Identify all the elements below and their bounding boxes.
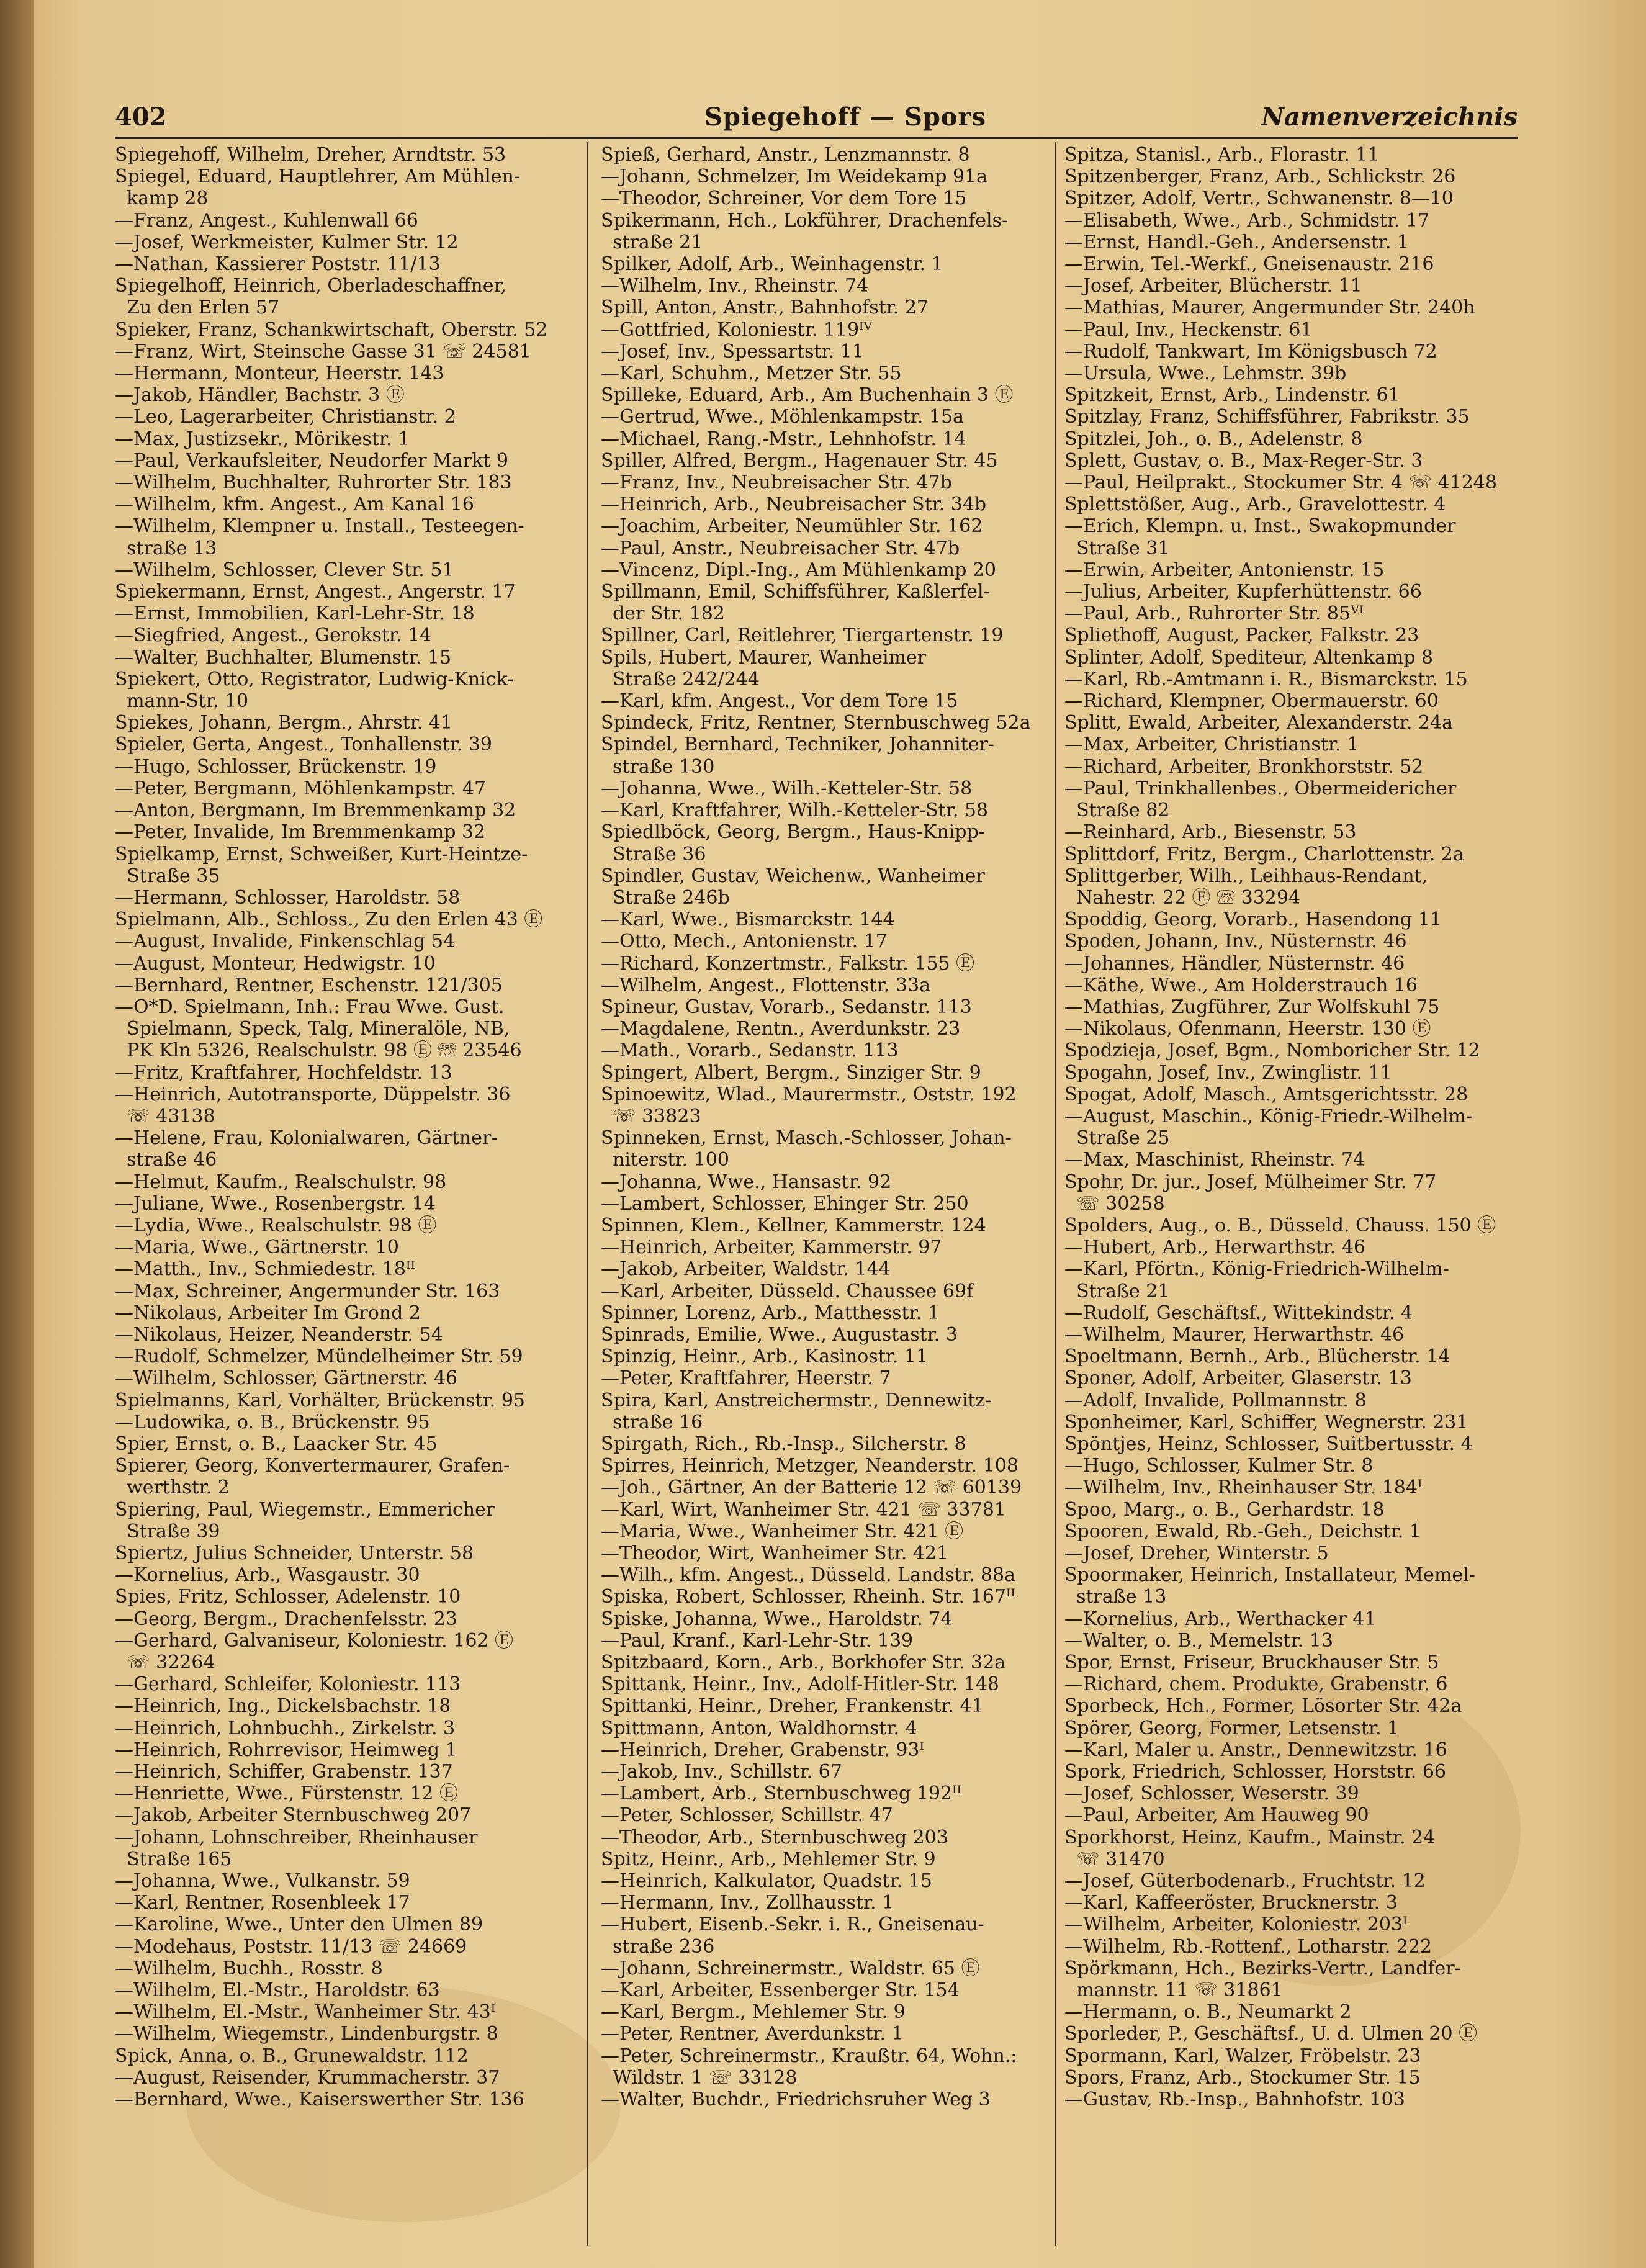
directory-entry-line: Sponer, Adolf, Arbeiter, Glaserstr. 13 <box>1064 1367 1412 1390</box>
directory-entry-line: Spiekermann, Ernst, Angest., Angerstr. 17 <box>115 581 516 603</box>
directory-entry-line: —Wilhelm, Wiegemstr., Lindenburgstr. 8 <box>115 2023 498 2045</box>
directory-entry-line: —Reinhard, Arb., Biesenstr. 53 <box>1064 821 1357 844</box>
directory-entry-line: Spieß, Gerhard, Anstr., Lenzmannstr. 8 <box>601 144 970 166</box>
directory-entry-line: Spor, Ernst, Friseur, Bruckhauser Str. 5 <box>1064 1652 1439 1674</box>
directory-entry-line: —Maria, Wwe., Wanheimer Str. 421 Ⓔ <box>601 1520 964 1542</box>
directory-entry-line: —Theodor, Schreiner, Vor dem Tore 15 <box>601 187 967 210</box>
directory-entry-line: straße 21 <box>601 231 703 253</box>
directory-entry-line: —August, Maschin., König-Friedr.-Wilhelm- <box>1064 1105 1473 1127</box>
directory-entry-line: Spils, Hubert, Maurer, Wanheimer <box>601 646 927 668</box>
directory-entry-line: —Peter, Kraftfahrer, Heerstr. 7 <box>601 1367 891 1390</box>
directory-entry-line: —Paul, Trinkhallenbes., Obermeidericher <box>1064 777 1457 799</box>
directory-entry-line: —Ernst, Handl.-Geh., Andersenstr. 1 <box>1064 231 1409 253</box>
directory-entry-line: —Adolf, Invalide, Pollmannstr. 8 <box>1064 1389 1367 1411</box>
directory-entry-line: —Vincenz, Dipl.-Ing., Am Mühlenkamp 20 <box>601 559 997 581</box>
directory-entry-line: —Josef, Arbeiter, Blücherstr. 11 <box>1064 275 1362 297</box>
directory-entry-line: —Wilhelm, Angest., Flottenstr. 33a <box>601 974 930 996</box>
directory-entry-line: Spiska, Robert, Schlosser, Rheinh. Str. 167ᴵᴵ <box>601 1586 1015 1608</box>
directory-entry-line: Spinner, Lorenz, Arb., Matthesstr. 1 <box>601 1302 940 1324</box>
directory-entry-line: Spogat, Adolf, Masch., Amtsgerichtsstr. 28 <box>1064 1083 1468 1105</box>
directory-entry-line: —Matth., Inv., Schmiedestr. 18ᴵᴵ <box>115 1258 415 1280</box>
directory-entry-line: ☏ 31470 <box>1064 1848 1165 1870</box>
directory-entry-line: —Wilhelm, kfm. Angest., Am Kanal 16 <box>115 493 474 516</box>
directory-entry-line: Spiertz, Julius Schneider, Unterstr. 58 <box>115 1542 474 1564</box>
directory-entry-line: —Hermann, Inv., Zollhausstr. 1 <box>601 1892 894 1914</box>
directory-entry-line: Spittmann, Anton, Waldhornstr. 4 <box>601 1717 917 1739</box>
directory-entry-line: —Helene, Frau, Kolonialwaren, Gärtner- <box>115 1127 498 1150</box>
directory-entry-line: —Siegfried, Angest., Gerokstr. 14 <box>115 624 432 647</box>
directory-entry-line: Straße 36 <box>601 843 706 865</box>
directory-entry-line: —Richard, Klempner, Obermauerstr. 60 <box>1064 690 1439 713</box>
directory-entry-line: —Wilhelm, Maurer, Herwarthstr. 46 <box>1064 1323 1405 1346</box>
directory-entry-line: —Johannes, Händler, Nüsternstr. 46 <box>1064 952 1405 974</box>
directory-entry-line: —Rudolf, Schmelzer, Mündelheimer Str. 59 <box>115 1346 523 1368</box>
directory-entry-line: —Peter, Rentner, Averdunkstr. 1 <box>601 2023 904 2045</box>
directory-entry-line: —Nathan, Kassierer Poststr. 11/13 <box>115 253 441 276</box>
directory-entry-line: Spies, Fritz, Schlosser, Adelenstr. 10 <box>115 1586 461 1608</box>
directory-entry-line: —Heinrich, Arbeiter, Kammerstr. 97 <box>601 1236 942 1259</box>
directory-entry-line: —Franz, Inv., Neubreisacher Str. 47b <box>601 472 952 494</box>
directory-entry-line: der Str. 182 <box>601 603 725 625</box>
directory-entry-line: —Josef, Schlosser, Weserstr. 39 <box>1064 1783 1359 1805</box>
directory-entry-line: Spooren, Ewald, Rb.-Geh., Deichstr. 1 <box>1064 1520 1421 1542</box>
directory-entry-line: —Paul, Arb., Ruhrorter Str. 85ⱽᴵ <box>1064 603 1364 625</box>
directory-entry-line: Spodzieja, Josef, Bgm., Nomboricher Str. 12 <box>1064 1040 1480 1062</box>
directory-entry-line: Sponheimer, Karl, Schiffer, Wegnerstr. 231 <box>1064 1411 1468 1433</box>
directory-entry-line: Spilker, Adolf, Arb., Weinhagenstr. 1 <box>601 253 943 276</box>
directory-entry-line: —Lambert, Arb., Sternbuschweg 192ᴵᴵ <box>601 1783 961 1805</box>
directory-entry-line: PK Kln 5326, Realschulstr. 98 Ⓔ ☏ 23546 <box>115 1040 522 1062</box>
directory-entry-line: —Jakob, Inv., Schillstr. 67 <box>601 1761 842 1783</box>
directory-entry-line: ☏ 43138 <box>115 1105 215 1127</box>
directory-entry-line: Nahestr. 22 Ⓔ ☏ 33294 <box>1064 886 1301 909</box>
directory-entry-line: —Wilhelm, Schlosser, Clever Str. 51 <box>115 559 454 581</box>
directory-entry-line: —Johann, Schmelzer, Im Weidekamp 91a <box>601 166 987 188</box>
directory-entry-line: —Kornelius, Arb., Wasgaustr. 30 <box>115 1564 420 1586</box>
directory-entry-line: —Ludowika, o. B., Brückenstr. 95 <box>115 1411 430 1433</box>
directory-entry-line: —Mathias, Maurer, Angermunder Str. 240h <box>1064 297 1475 319</box>
directory-entry-line: —Josef, Inv., Spessartstr. 11 <box>601 340 864 362</box>
directory-entry-line: Spielmann, Alb., Schloss., Zu den Erlen 43 Ⓔ <box>115 909 543 931</box>
section-title: Namenverzeichnis <box>1261 102 1518 132</box>
directory-entry-line: Spoden, Johann, Inv., Nüsternstr. 46 <box>1064 930 1407 953</box>
directory-entry-line: —Josef, Werkmeister, Kulmer Str. 12 <box>115 231 459 253</box>
directory-entry-line: —Gustav, Rb.-Insp., Bahnhofstr. 103 <box>1064 2089 1405 2111</box>
directory-entry-line: —Walter, o. B., Memelstr. 13 <box>1064 1629 1333 1652</box>
directory-entry-line: —Gottfried, Koloniestr. 119ᴵⱽ <box>601 318 873 341</box>
directory-entry-line: Sporbeck, Hch., Former, Lösorter Str. 42a <box>1064 1695 1462 1717</box>
directory-entry-line: —Ernst, Immobilien, Karl-Lehr-Str. 18 <box>115 603 475 625</box>
directory-entry-line: —Heinrich, Lohnbuchh., Zirkelstr. 3 <box>115 1717 456 1739</box>
directory-entry-line: —Nikolaus, Ofenmann, Heerstr. 130 Ⓔ <box>1064 1018 1431 1040</box>
directory-entry-line: Spillmann, Emil, Schiffsführer, Kaßlerfel- <box>601 581 990 603</box>
directory-entry-line: —Wilhelm, Buchh., Rosstr. 8 <box>115 1957 383 1979</box>
directory-entry-line: —Paul, Arbeiter, Am Hauweg 90 <box>1064 1804 1369 1827</box>
directory-entry-line: Spick, Anna, o. B., Grunewaldstr. 112 <box>115 2045 469 2067</box>
directory-entry-line: —Jakob, Arbeiter, Waldstr. 144 <box>601 1258 891 1280</box>
directory-entry-line: —Hermann, o. B., Neumarkt 2 <box>1064 2001 1352 2023</box>
directory-entry-line: —Hermann, Monteur, Heerstr. 143 <box>115 362 444 385</box>
directory-entry-line: —Johann, Lohnschreiber, Rheinhauser <box>115 1826 478 1848</box>
directory-entry-line: Straße 25 <box>1064 1127 1170 1150</box>
directory-entry-line: —Johanna, Wwe., Hansastr. 92 <box>601 1171 892 1193</box>
directory-entry-line: Spielkamp, Ernst, Schweißer, Kurt-Heintze- <box>115 843 528 865</box>
directory-entry-line: Spinrads, Emilie, Wwe., Augustastr. 3 <box>601 1323 958 1346</box>
directory-entry-line: —Josef, Dreher, Winterstr. 5 <box>1064 1542 1329 1564</box>
directory-entry-line: Wildstr. 1 ☏ 33128 <box>601 2066 798 2089</box>
directory-entry-line: —Peter, Schlosser, Schillstr. 47 <box>601 1804 893 1827</box>
directory-entry-line: Spitzkeit, Ernst, Arb., Lindenstr. 61 <box>1064 384 1400 407</box>
directory-entry-line: —Josef, Güterbodenarb., Fruchtstr. 12 <box>1064 1870 1426 1892</box>
directory-entry-line: Spier, Ernst, o. B., Laacker Str. 45 <box>115 1433 438 1455</box>
directory-entry-line: —Hugo, Schlosser, Kulmer Str. 8 <box>1064 1455 1374 1477</box>
directory-entry-line: straße 46 <box>115 1149 217 1171</box>
directory-entry-line: —Otto, Mech., Antonienstr. 17 <box>601 930 888 953</box>
directory-entry-line: Spiller, Alfred, Bergm., Hagenauer Str. 45 <box>601 449 998 472</box>
directory-entry-line: —Hubert, Eisenb.-Sekr. i. R., Gneisenau- <box>601 1914 984 1936</box>
directory-entry-line: straße 13 <box>1064 1586 1167 1608</box>
directory-entry-line: —Käthe, Wwe., Am Holderstrauch 16 <box>1064 974 1418 996</box>
directory-entry-line: —Karl, Wwe., Bismarckstr. 144 <box>601 909 895 931</box>
directory-entry-line: Spork, Friedrich, Schlosser, Horststr. 66 <box>1064 1761 1446 1783</box>
directory-entry-line: Spieker, Franz, Schankwirtschaft, Oberstr. 52 <box>115 318 548 341</box>
directory-entry-line: —Georg, Bergm., Drachenfelsstr. 23 <box>115 1608 457 1630</box>
directory-entry-line: Spilleke, Eduard, Arb., Am Buchenhain 3 Ⓔ <box>601 384 1014 407</box>
directory-entry-line: —Richard, chem. Produkte, Grabenstr. 6 <box>1064 1673 1448 1696</box>
directory-entry-line: Spikermann, Hch., Lokführer, Drachenfels- <box>601 209 1009 232</box>
directory-entry-line: —Karl, Kaffeeröster, Brucknerstr. 3 <box>1064 1892 1398 1914</box>
directory-entry-line: straße 16 <box>601 1411 703 1433</box>
directory-entry-line: —Hermann, Schlosser, Haroldstr. 58 <box>115 886 461 909</box>
directory-entry-line: —Karl, Arbeiter, Düsseld. Chaussee 69f <box>601 1280 974 1302</box>
directory-entry-line: —Karl, Kraftfahrer, Wilh.-Ketteler-Str. 58 <box>601 799 989 822</box>
directory-entry-line: Spolders, Aug., o. B., Düsseld. Chauss. 150 Ⓔ <box>1064 1214 1496 1236</box>
directory-entry-line: Spiekert, Otto, Registrator, Ludwig-Knick- <box>115 668 514 690</box>
directory-entry-line: —Karl, Rentner, Rosenbleek 17 <box>115 1892 410 1914</box>
directory-entry-line: —Paul, Verkaufsleiter, Neudorfer Markt 9 <box>115 449 508 472</box>
directory-entry-line: —Franz, Angest., Kuhlenwall 66 <box>115 209 418 232</box>
directory-entry-line: —Wilhelm, Inv., Rheinhauser Str. 184ᴵ <box>1064 1477 1423 1499</box>
directory-entry-line: —Karl, Bergm., Mehlemer Str. 9 <box>601 2001 906 2023</box>
column-divider <box>1055 142 1056 2246</box>
directory-entry-line: Spoddig, Georg, Vorarb., Hasendong 11 <box>1064 909 1442 931</box>
directory-entry-line: —Karl, Maler u. Anstr., Dennewitzstr. 16 <box>1064 1739 1447 1761</box>
directory-entry-line: —Paul, Heilprakt., Stockumer Str. 4 ☏ 41248 <box>1064 472 1497 494</box>
directory-entry-line: —Heinrich, Arb., Neubreisacher Str. 34b <box>601 493 987 516</box>
directory-entry-line: —August, Invalide, Finkenschlag 54 <box>115 930 456 953</box>
directory-entry-line: —Jakob, Arbeiter Sternbuschweg 207 <box>115 1804 472 1827</box>
directory-entry-line: —Wilhelm, Buchhalter, Ruhrorter Str. 183 <box>115 472 512 494</box>
directory-entry-line: Spoo, Marg., o. B., Gerhardstr. 18 <box>1064 1498 1385 1521</box>
directory-entry-line: —Julius, Arbeiter, Kupferhüttenstr. 66 <box>1064 581 1422 603</box>
directory-entry-line: —Wilh., kfm. Angest., Düsseld. Landstr. 88a <box>601 1564 1015 1586</box>
directory-entry-line: —Magdalene, Rentn., Averdunkstr. 23 <box>601 1018 961 1040</box>
directory-entry-line: —Karl, Wirt, Wanheimer Str. 421 ☏ 33781 <box>601 1498 1006 1521</box>
directory-entry-line: Spiegehoff, Wilhelm, Dreher, Arndtstr. 53 <box>115 144 506 166</box>
directory-entry-line: —Fritz, Kraftfahrer, Hochfeldstr. 13 <box>115 1061 452 1084</box>
directory-entry-line: Spira, Karl, Anstreichermstr., Dennewitz- <box>601 1389 992 1411</box>
directory-entry-line: Splett, Gustav, o. B., Max-Reger-Str. 3 <box>1064 449 1423 472</box>
directory-entry-line: Sporkhorst, Heinz, Kaufm., Mainstr. 24 <box>1064 1826 1436 1848</box>
directory-entry-line: —Joh., Gärtner, An der Batterie 12 ☏ 60139 <box>601 1477 1022 1499</box>
column-divider <box>587 142 588 2246</box>
directory-entry-line: Spielmanns, Karl, Vorhälter, Brückenstr. 95 <box>115 1389 525 1411</box>
directory-entry-line: straße 130 <box>601 755 715 778</box>
directory-entry-line: —O*D. Spielmann, Inh.: Frau Wwe. Gust. <box>115 996 505 1018</box>
directory-entry-line: Spineur, Gustav, Vorarb., Sedanstr. 113 <box>601 996 972 1018</box>
directory-entry-line: —Leo, Lagerarbeiter, Christianstr. 2 <box>115 406 456 428</box>
directory-entry-line: Spliethoff, August, Packer, Falkstr. 23 <box>1064 624 1419 647</box>
directory-entry-line: —Karoline, Wwe., Unter den Ulmen 89 <box>115 1914 483 1936</box>
directory-entry-line: Straße 246b <box>601 886 730 909</box>
directory-entry-line: mann-Str. 10 <box>115 690 249 713</box>
directory-entry-line: —Heinrich, Rohrrevisor, Heimweg 1 <box>115 1739 457 1761</box>
directory-entry-line: —Karl, kfm. Angest., Vor dem Tore 15 <box>601 690 958 713</box>
directory-entry-line: —Wilhelm, Arbeiter, Koloniestr. 203ᴵ <box>1064 1914 1408 1936</box>
directory-entry-line: —Theodor, Wirt, Wanheimer Str. 421 <box>601 1542 949 1564</box>
directory-entry-line: —Wilhelm, El.-Mstr., Haroldstr. 63 <box>115 1979 440 2002</box>
directory-entry-line: —Michael, Rang.-Mstr., Lehnhofstr. 14 <box>601 428 966 450</box>
directory-entry-line: —Wilhelm, Schlosser, Gärtnerstr. 46 <box>115 1367 458 1390</box>
directory-entry-line: —Anton, Bergmann, Im Bremmenkamp 32 <box>115 799 516 822</box>
directory-entry-line: —Max, Maschinist, Rheinstr. 74 <box>1064 1149 1365 1171</box>
directory-entry-line: —August, Monteur, Hedwigstr. 10 <box>115 952 436 974</box>
directory-entry-line: Spiegelhoff, Heinrich, Oberladeschaffner, <box>115 275 507 297</box>
directory-entry-line: —Helmut, Kaufm., Realschulstr. 98 <box>115 1171 447 1193</box>
directory-entry-line: Straße 242/244 <box>601 668 760 690</box>
directory-entry-line: —Paul, Inv., Heckenstr. 61 <box>1064 318 1313 341</box>
directory-entry-line: —Paul, Anstr., Neubreisacher Str. 47b <box>601 537 960 559</box>
directory-entry-line: —Gerhard, Galvaniseur, Koloniestr. 162 Ⓔ <box>115 1629 514 1652</box>
directory-entry-line: —Ursula, Wwe., Lehmstr. 39b <box>1064 362 1347 385</box>
directory-entry-line: Spindel, Bernhard, Techniker, Johanniter- <box>601 734 994 756</box>
directory-entry-line: Straße 82 <box>1064 799 1170 822</box>
directory-entry-line: —Mathias, Zugführer, Zur Wolfskuhl 75 <box>1064 996 1440 1018</box>
directory-entry-line: ☏ 32264 <box>115 1652 215 1674</box>
directory-entry-line: —Peter, Invalide, Im Bremmenkamp 32 <box>115 821 486 844</box>
directory-entry-line: —Heinrich, Dreher, Grabenstr. 93ᴵ <box>601 1739 924 1761</box>
directory-entry-line: Spoeltmann, Bernh., Arb., Blücherstr. 14 <box>1064 1346 1450 1368</box>
directory-entry-line: mannstr. 11 ☏ 31861 <box>1064 1979 1283 2002</box>
directory-entry-line: Splitt, Ewald, Arbeiter, Alexanderstr. 24a <box>1064 712 1454 734</box>
directory-entry-line: —Erwin, Tel.-Werkf., Gneisenaustr. 216 <box>1064 253 1434 276</box>
directory-entry-line: Spöntjes, Heinz, Schlosser, Suitbertusstr. 4 <box>1064 1433 1473 1455</box>
directory-entry-line: Splettstößer, Aug., Arb., Gravelottestr. 4 <box>1064 493 1446 516</box>
directory-entry-line: Spitzlei, Joh., o. B., Adelenstr. 8 <box>1064 428 1363 450</box>
directory-entry-line: Spirgath, Rich., Rb.-Insp., Silcherstr. 8 <box>601 1433 966 1455</box>
directory-entry-line: Spors, Franz, Arb., Stockumer Str. 15 <box>1064 2066 1421 2089</box>
directory-entry-line: —Wilhelm, Klempner u. Install., Testeegen- <box>115 515 524 538</box>
directory-entry-line: ☏ 30258 <box>1064 1192 1165 1215</box>
directory-entry-line: —Math., Vorarb., Sedanstr. 113 <box>601 1040 899 1062</box>
directory-entry-line: —Johann, Schreinermstr., Waldstr. 65 Ⓔ <box>601 1957 980 1979</box>
directory-entry-line: —Elisabeth, Wwe., Arb., Schmidstr. 17 <box>1064 209 1430 232</box>
directory-entry-line: —Lydia, Wwe., Realschulstr. 98 Ⓔ <box>115 1214 437 1236</box>
directory-entry-line: Spiedlböck, Georg, Bergm., Haus-Knipp- <box>601 821 985 844</box>
directory-entry-line: —Wilhelm, Inv., Rheinstr. 74 <box>601 275 869 297</box>
directory-entry-line: —Nikolaus, Arbeiter Im Grond 2 <box>115 1302 421 1324</box>
directory-entry-line: Spielmann, Speck, Talg, Mineralöle, NB, <box>115 1018 510 1040</box>
directory-entry-line: Spinnen, Klem., Kellner, Kammerstr. 124 <box>601 1214 986 1236</box>
directory-entry-line: —Karl, Rb.-Amtmann i. R., Bismarckstr. 15 <box>1064 668 1468 690</box>
directory-entry-line: —Modehaus, Poststr. 11/13 ☏ 24669 <box>115 1935 467 1958</box>
directory-entry-line: —Paul, Kranf., Karl-Lehr-Str. 139 <box>601 1629 914 1652</box>
page-number: 402 <box>115 102 167 132</box>
directory-entry-line: —Karl, Schuhm., Metzer Str. 55 <box>601 362 902 385</box>
directory-entry-line: —Nikolaus, Heizer, Neanderstr. 54 <box>115 1323 443 1346</box>
directory-entry-line: Spiering, Paul, Wiegemstr., Emmericher <box>115 1498 495 1521</box>
directory-entry-line: kamp 28 <box>115 187 209 210</box>
page-header <box>115 102 1518 140</box>
directory-entry-line: straße 13 <box>115 537 217 559</box>
directory-column-3 <box>1064 144 1518 2242</box>
directory-entry-line: werthstr. 2 <box>115 1477 230 1499</box>
directory-entry-line: —Bernhard, Wwe., Kaiserswerther Str. 136 <box>115 2089 524 2111</box>
directory-entry-line: Straße 165 <box>115 1848 232 1870</box>
directory-entry-line: Spitza, Stanisl., Arb., Florastr. 11 <box>1064 144 1380 166</box>
running-head: Spiegehoff — Spors <box>704 102 987 132</box>
directory-entry-line: —Lambert, Schlosser, Ehinger Str. 250 <box>601 1192 969 1215</box>
directory-entry-line: —Hubert, Arb., Herwarthstr. 46 <box>1064 1236 1366 1259</box>
directory-entry-line: straße 236 <box>601 1935 715 1958</box>
directory-entry-line: —Heinrich, Schiffer, Grabenstr. 137 <box>115 1761 453 1783</box>
directory-entry-line: Spörer, Georg, Former, Letsenstr. 1 <box>1064 1717 1400 1739</box>
directory-entry-line: Spittanki, Heinr., Dreher, Frankenstr. 41 <box>601 1695 984 1717</box>
directory-entry-line: —Rudolf, Geschäftsf., Wittekindstr. 4 <box>1064 1302 1413 1324</box>
directory-entry-line: Spillner, Carl, Reitlehrer, Tiergartenstr. 19 <box>601 624 1004 647</box>
directory-entry-line: Spieler, Gerta, Angest., Tonhallenstr. 39 <box>115 734 492 756</box>
directory-entry-line: —Henriette, Wwe., Fürstenstr. 12 Ⓔ <box>115 1783 459 1805</box>
directory-entry-line: Spinzig, Heinr., Arb., Kasinostr. 11 <box>601 1346 929 1368</box>
directory-entry-line: Spiske, Johanna, Wwe., Haroldstr. 74 <box>601 1608 953 1630</box>
directory-entry-line: —Richard, Konzertmstr., Falkstr. 155 Ⓔ <box>601 952 975 974</box>
directory-entry-line: Spindler, Gustav, Weichenw., Wanheimer <box>601 865 985 887</box>
directory-entry-line: —Wilhelm, El.-Mstr., Wanheimer Str. 43ᴵ <box>115 2001 496 2023</box>
directory-entry-line: Spitz, Heinr., Arb., Mehlemer Str. 9 <box>601 1848 936 1870</box>
directory-entry-line: Spitzbaard, Korn., Arb., Borkhofer Str. 32a <box>601 1652 1006 1674</box>
directory-entry-line: Spitzlay, Franz, Schiffsführer, Fabrikstr. 35 <box>1064 406 1470 428</box>
directory-entry-line: —Wilhelm, Rb.-Rottenf., Lotharstr. 222 <box>1064 1935 1432 1958</box>
directory-entry-line: —Joachim, Arbeiter, Neumühler Str. 162 <box>601 515 983 538</box>
directory-entry-line: —Karl, Pförtn., König-Friedrich-Wilhelm- <box>1064 1258 1449 1280</box>
directory-entry-line: Spill, Anton, Anstr., Bahnhofstr. 27 <box>601 297 929 319</box>
directory-entry-line: —Heinrich, Ing., Dickelsbachstr. 18 <box>115 1695 451 1717</box>
directory-entry-line: —Richard, Arbeiter, Bronkhorststr. 52 <box>1064 755 1424 778</box>
directory-entry-line: Straße 39 <box>115 1520 220 1542</box>
directory-entry-line: Spinoewitz, Wlad., Maurermstr., Oststr. 192 <box>601 1083 1017 1105</box>
directory-entry-line: —Maria, Wwe., Gärtnerstr. 10 <box>115 1236 399 1259</box>
directory-entry-line: Spitzer, Adolf, Vertr., Schwanenstr. 8—10 <box>1064 187 1454 210</box>
directory-entry-line: —August, Reisender, Krummacherstr. 37 <box>115 2066 500 2089</box>
directory-entry-line: Spierer, Georg, Konvertermaurer, Grafen- <box>115 1455 510 1477</box>
directory-entry-line: —Gerhard, Schleifer, Koloniestr. 113 <box>115 1673 461 1696</box>
directory-entry-line: Spoormaker, Heinrich, Installateur, Memel- <box>1064 1564 1475 1586</box>
directory-entry-line: —Johanna, Wwe., Wilh.-Ketteler-Str. 58 <box>601 777 973 799</box>
directory-entry-line: —Max, Justizsekr., Mörikestr. 1 <box>115 428 410 450</box>
directory-entry-line: —Peter, Bergmann, Möhlenkampstr. 47 <box>115 777 487 799</box>
directory-entry-line: ☏ 33823 <box>601 1105 701 1127</box>
directory-entry-line: —Jakob, Händler, Bachstr. 3 Ⓔ <box>115 384 405 407</box>
directory-entry-line: —Rudolf, Tankwart, Im Königsbusch 72 <box>1064 340 1437 362</box>
directory-entry-line: Straße 31 <box>1064 537 1170 559</box>
directory-entry-line: Spinneken, Ernst, Masch.-Schlosser, Johan- <box>601 1127 1012 1150</box>
directory-entry-line: —Peter, Schreinermstr., Kraußtr. 64, Wohn.: <box>601 2045 1017 2067</box>
directory-entry-line: Spitzenberger, Franz, Arb., Schlickstr. 26 <box>1064 166 1456 188</box>
directory-column-1 <box>115 144 568 2242</box>
directory-entry-line: Splittdorf, Fritz, Bergm., Charlottenstr. 2a <box>1064 843 1464 865</box>
directory-entry-line: —Hugo, Schlosser, Brückenstr. 19 <box>115 755 437 778</box>
directory-entry-line: Spiegel, Eduard, Hauptlehrer, Am Mühlen- <box>115 166 520 188</box>
directory-entry-line: —Johanna, Wwe., Vulkanstr. 59 <box>115 1870 410 1892</box>
directory-entry-line: Spörkmann, Hch., Bezirks-Vertr., Landfer- <box>1064 1957 1461 1979</box>
directory-entry-line: Spirres, Heinrich, Metzger, Neanderstr. 108 <box>601 1455 1019 1477</box>
book-spine-edge <box>0 0 34 2268</box>
directory-entry-line: —Walter, Buchhalter, Blumenstr. 15 <box>115 646 452 668</box>
directory-entry-line: Splittgerber, Wilh., Leihhaus-Rendant, <box>1064 865 1428 887</box>
directory-entry-line: Straße 21 <box>1064 1280 1170 1302</box>
directory-entry-line: —Franz, Wirt, Steinsche Gasse 31 ☏ 24581 <box>115 340 531 362</box>
directory-entry-line: Sporleder, P., Geschäftsf., U. d. Ulmen 20 Ⓔ <box>1064 2023 1478 2045</box>
directory-entry-line: Zu den Erlen 57 <box>115 297 280 319</box>
directory-column-2 <box>601 144 1054 2242</box>
directory-entry-line: —Heinrich, Autotransporte, Düppelstr. 36 <box>115 1083 511 1105</box>
directory-entry-line: —Gertrud, Wwe., Möhlenkampstr. 15a <box>601 406 965 428</box>
directory-entry-line: Straße 35 <box>115 865 220 887</box>
directory-entry-line: Spindeck, Fritz, Rentner, Sternbuschweg 52a <box>601 712 1031 734</box>
directory-entry-line: —Erich, Klempn. u. Inst., Swakopmunder <box>1064 515 1456 538</box>
directory-entry-line: —Max, Arbeiter, Christianstr. 1 <box>1064 734 1359 756</box>
directory-entry-line: —Juliane, Wwe., Rosenbergstr. 14 <box>115 1192 436 1215</box>
directory-entry-line: —Bernhard, Rentner, Eschenstr. 121/305 <box>115 974 503 996</box>
directory-entry-line: —Theodor, Arb., Sternbuschweg 203 <box>601 1826 948 1848</box>
directory-entry-line: —Heinrich, Kalkulator, Quadstr. 15 <box>601 1870 932 1892</box>
directory-entry-line: —Karl, Arbeiter, Essenberger Str. 154 <box>601 1979 960 2002</box>
directory-entry-line: Spingert, Albert, Bergm., Sinziger Str. 9 <box>601 1061 981 1084</box>
directory-entry-line: Spogahn, Josef, Inv., Zwinglistr. 11 <box>1064 1061 1392 1084</box>
directory-entry-line: Spiekes, Johann, Bergm., Ahrstr. 41 <box>115 712 452 734</box>
directory-entry-line: Spormann, Karl, Walzer, Fröbelstr. 23 <box>1064 2045 1421 2067</box>
directory-entry-line: niterstr. 100 <box>601 1149 729 1171</box>
directory-entry-line: Spittank, Heinr., Inv., Adolf-Hitler-Str. 148 <box>601 1673 999 1696</box>
directory-entry-line: —Max, Schreiner, Angermunder Str. 163 <box>115 1280 500 1302</box>
directory-entry-line: —Erwin, Arbeiter, Antonienstr. 15 <box>1064 559 1385 581</box>
header-rule <box>115 137 1518 139</box>
directory-entry-line: Splinter, Adolf, Spediteur, Altenkamp 8 <box>1064 646 1434 668</box>
directory-entry-line: —Kornelius, Arb., Werthacker 41 <box>1064 1608 1377 1630</box>
directory-entry-line: Spohr, Dr. jur., Josef, Mülheimer Str. 77 <box>1064 1171 1437 1193</box>
directory-entry-line: —Walter, Buchdr., Friedrichsruher Weg 3 <box>601 2089 991 2111</box>
